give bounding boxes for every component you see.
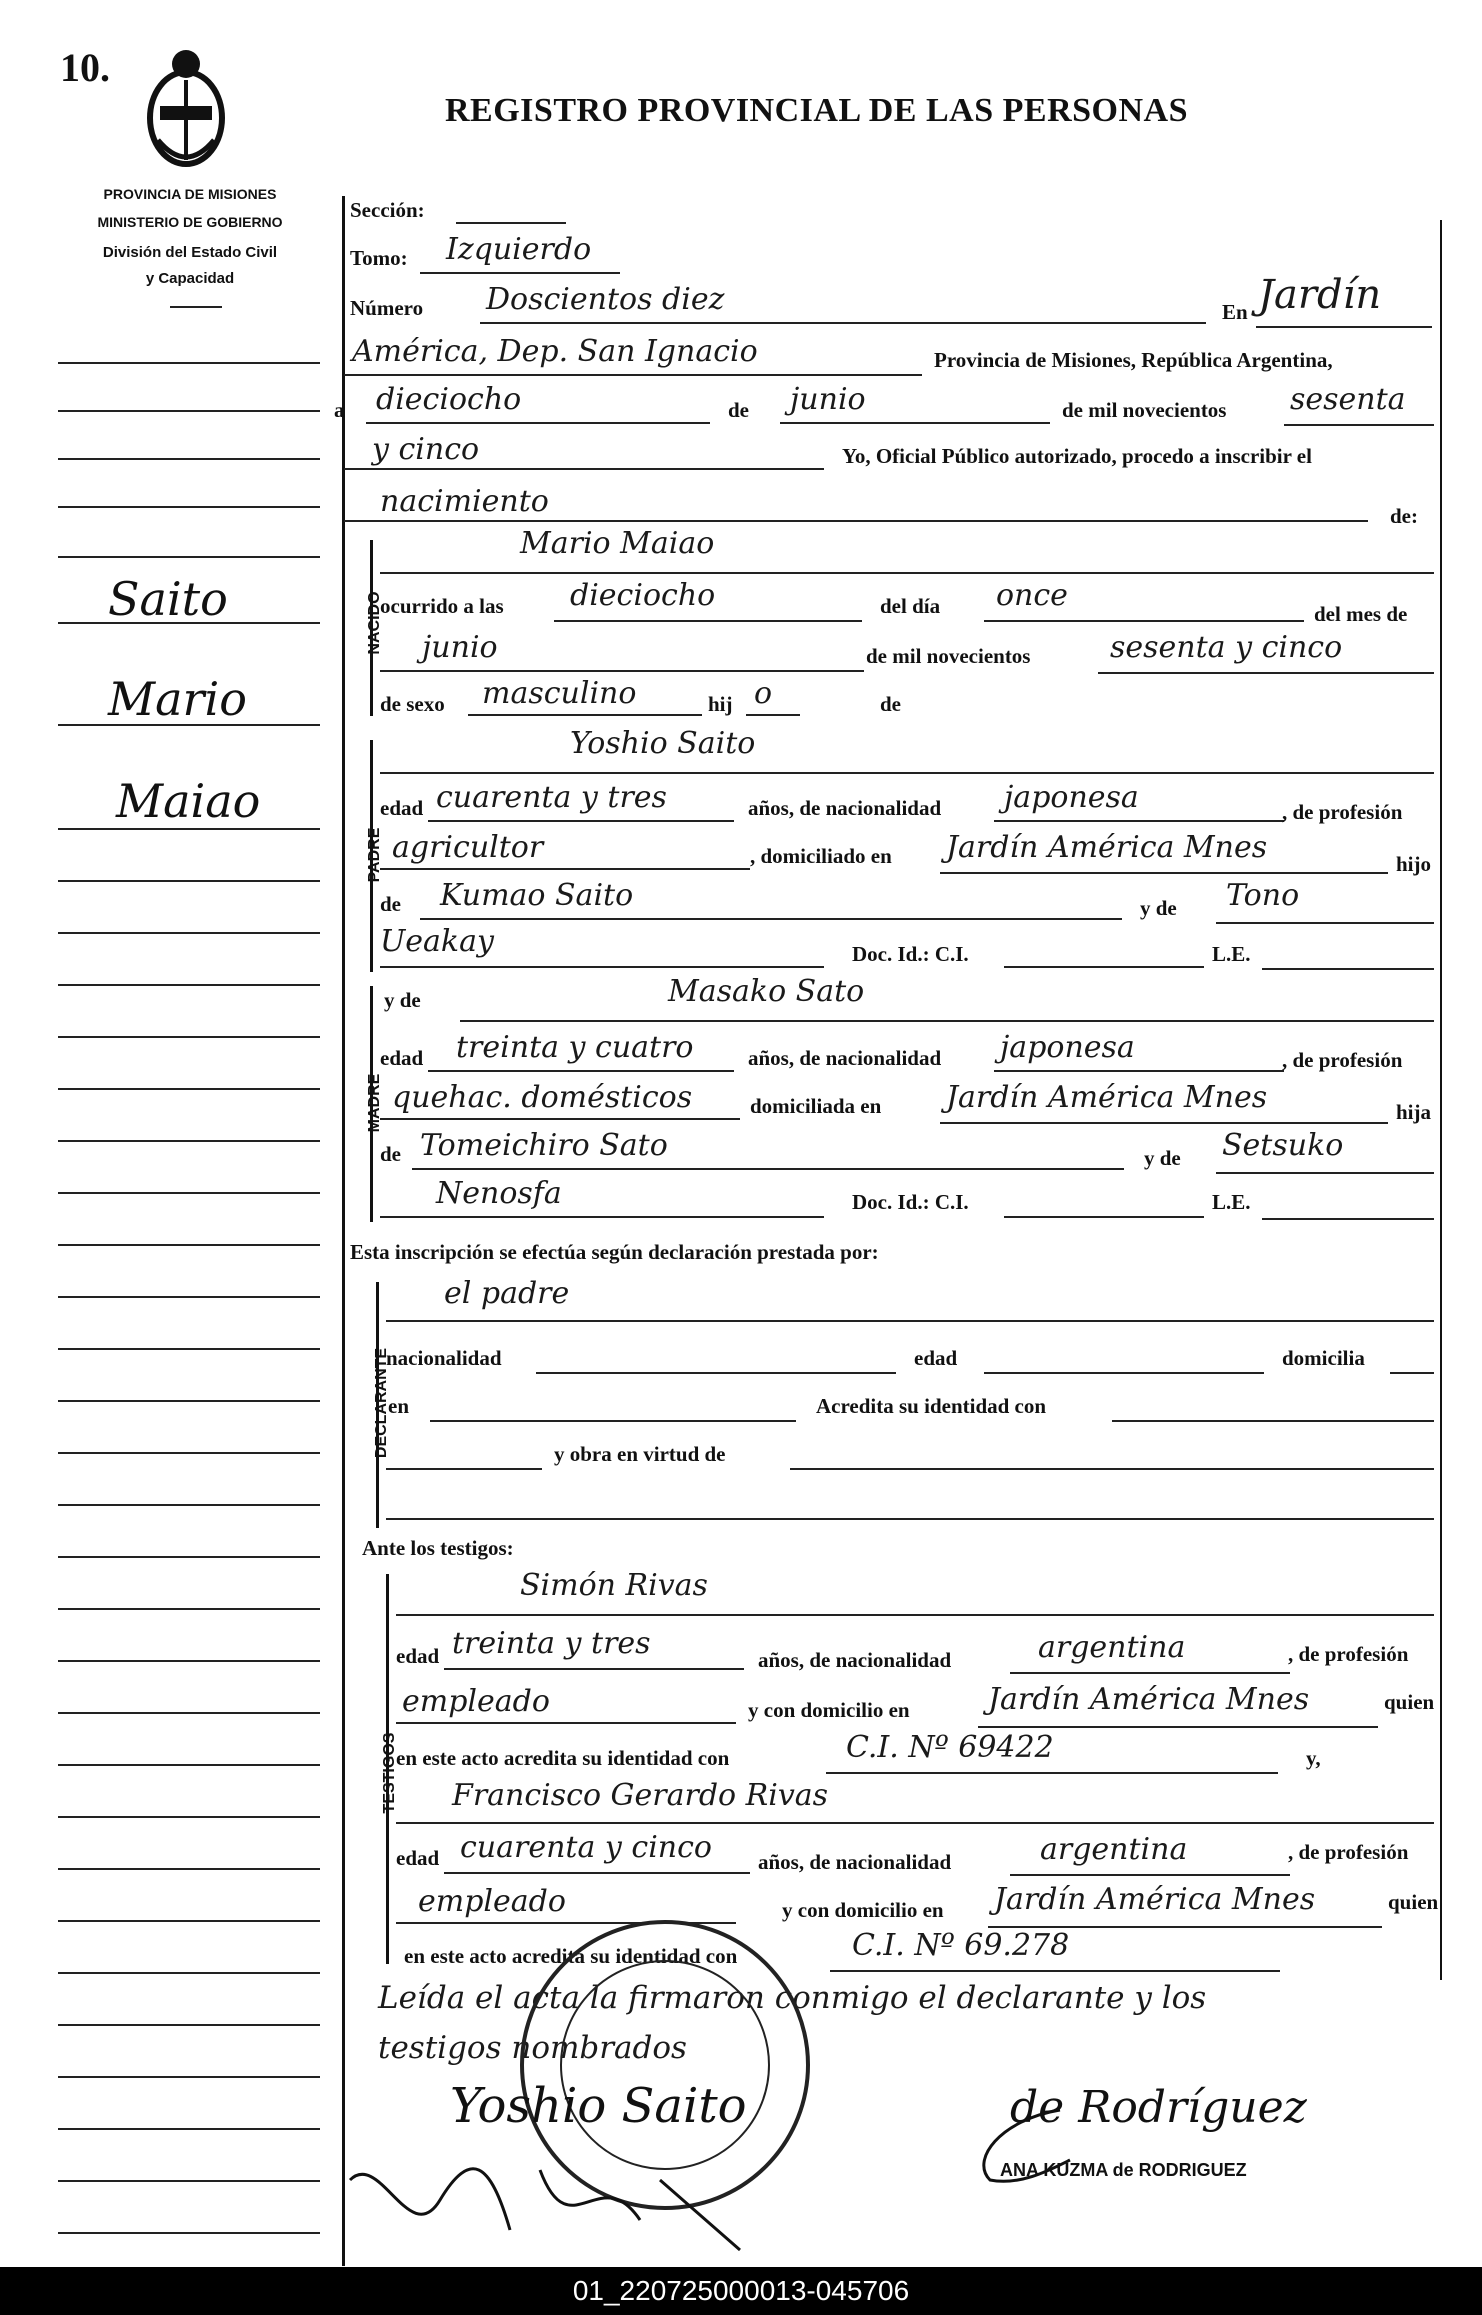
madre-padre-value: Tomeichiro Sato (420, 1128, 668, 1163)
madre-y-de-label-2: y de (1144, 1146, 1181, 1170)
hija-label: hija (1396, 1100, 1432, 1124)
margin-rule (58, 458, 320, 460)
decl-edad-label: edad (914, 1346, 958, 1370)
numero-line (480, 322, 1206, 324)
margin-rule (58, 506, 320, 508)
de-mil-novecientos-label-2: de mil novecientos (866, 644, 1031, 668)
authority-line-2: MINISTERIO DE GOBIERNO (97, 214, 283, 230)
margin-surname: Saito (108, 572, 228, 626)
madre-dom-label: domiciliada en (750, 1094, 882, 1118)
decl-acredita-label: Acredita su identidad con (816, 1394, 1047, 1418)
t1-edad-value: treinta y tres (452, 1626, 651, 1661)
margin-rule (58, 2076, 320, 2078)
madre-prof-label: , de profesión (1282, 1048, 1403, 1072)
t1-nac-label: años, de nacionalidad (758, 1648, 952, 1672)
margin-rule (58, 1140, 320, 1142)
mes-nac-line (380, 670, 864, 672)
padre-le-line (1262, 968, 1434, 970)
hij-suffix-value: o (754, 676, 773, 711)
madre-nac-line (994, 1070, 1284, 1072)
padre-dom-label: , domiciliado en (750, 844, 892, 868)
t1-edad-line (444, 1668, 744, 1670)
margin-rule (58, 410, 320, 412)
padre-madre-line (1216, 922, 1434, 924)
t1-prof-value: empleado (402, 1684, 550, 1719)
provincia-label: Provincia de Misiones, República Argentina, (934, 348, 1333, 372)
t2-dom-value: Jardín América Mnes (994, 1882, 1316, 1917)
padre-dom-line (940, 872, 1388, 874)
anio-value-1: sesenta (1290, 382, 1406, 417)
padre-label: PADRE (366, 827, 383, 883)
padre-edad-value: cuarenta y tres (436, 780, 667, 815)
margin-rule (58, 984, 320, 986)
padre-padre-value: Kumao Saito (440, 878, 634, 913)
margin-rule (58, 2024, 320, 2026)
a-label: a (334, 398, 345, 422)
t1-edad-label: edad (396, 1644, 440, 1668)
numero-label: Número (350, 296, 424, 320)
decl-en-line (430, 1420, 796, 1422)
padre-nac-label: años, de nacionalidad (748, 796, 942, 820)
tomo-value: Izquierdo (446, 232, 592, 267)
madre-doc-line (1004, 1216, 1204, 1218)
madre-nac-value: japonesa (1000, 1030, 1135, 1065)
madre-madre-line-2 (380, 1216, 824, 1218)
padre-dom-value: Jardín América Mnes (946, 830, 1268, 865)
seccion-label: Sección: (350, 198, 425, 222)
t1-quien-label: quien (1384, 1690, 1435, 1714)
seccion-line (456, 222, 566, 224)
anio-value-2: y cinco (372, 432, 480, 467)
decl-nac-label: nacionalidad (386, 1346, 502, 1370)
cierre-line-2: testigos nombrados (378, 2030, 687, 2066)
margin-second-name: Maiao (116, 774, 261, 828)
padre-y-de-label: y de (1140, 896, 1177, 920)
padre-edad-label: edad (380, 796, 424, 820)
decl-domicilia-line (1390, 1372, 1434, 1374)
anio-line-2 (344, 468, 824, 470)
t2-nac-value: argentina (1040, 1832, 1188, 1867)
testigo1-line (396, 1614, 1434, 1616)
madre-label: MADRE (366, 1073, 383, 1133)
margin-rule (58, 1400, 320, 1402)
margin-rule (58, 1192, 320, 1194)
padre-doc-label: Doc. Id.: C.I. (852, 942, 969, 966)
margin-rule (58, 1348, 320, 1350)
margin-rule (58, 1920, 320, 1922)
sexo-line (468, 714, 702, 716)
dia-nac-line (984, 620, 1304, 622)
hijo-label: hijo (1396, 852, 1432, 876)
t1-acredita-label: en este acto acredita su identidad con (396, 1746, 730, 1770)
anio-line-1 (1284, 424, 1434, 426)
padre-padre-de-label: de (380, 892, 401, 916)
dia-value: dieciocho (376, 382, 522, 417)
t2-acredita-label: en este acto acredita su identidad con (404, 1944, 738, 1968)
acto-value: nacimiento (380, 484, 549, 519)
de-label: de (728, 398, 749, 422)
padre-nombre: Yoshio Saito (570, 726, 756, 761)
t2-edad-value: cuarenta y cinco (460, 1830, 712, 1865)
lugar-value-1: Jardín (1258, 272, 1382, 318)
anio-nac-value: sesenta y cinco (1110, 630, 1343, 665)
margin-rule (58, 1972, 320, 1974)
dia-nac-value: once (996, 578, 1068, 613)
decl-extra-line (386, 1518, 1434, 1520)
testigo2-line (396, 1822, 1434, 1824)
mes-nac-value: junio (422, 630, 498, 665)
form-left-border (342, 196, 345, 2266)
document-id-footer: 01_220725000013-045706 (0, 2267, 1482, 2315)
authority-underline (170, 306, 222, 308)
madre-le-line (1262, 1218, 1434, 1220)
page-title: REGISTRO PROVINCIAL DE LAS PERSONAS (445, 92, 1188, 129)
tomo-line (420, 272, 620, 274)
madre-edad-line (428, 1070, 734, 1072)
t2-edad-label: edad (396, 1846, 440, 1870)
margin-rule (58, 880, 320, 882)
lugar-line-2 (344, 374, 922, 376)
tomo-label: Tomo: (350, 246, 408, 270)
margin-rule (58, 932, 320, 934)
margin-rule (58, 1764, 320, 1766)
nacido-label: NACIDO (366, 591, 383, 655)
margin-rule (58, 828, 320, 830)
declarante-label: DECLARANTE (373, 1347, 390, 1459)
hora-line (554, 620, 862, 622)
madre-madre-value-2: Nenosfa (436, 1176, 562, 1211)
mes-value: junio (790, 382, 866, 417)
madre-dom-value: Jardín América Mnes (946, 1080, 1268, 1115)
margin-rule (58, 1556, 320, 1558)
t2-nac-label: años, de nacionalidad (758, 1850, 952, 1874)
madre-padre-line (412, 1168, 1124, 1170)
t2-nac-line (1010, 1874, 1290, 1876)
margin-rule (58, 1608, 320, 1610)
padre-nombre-line (380, 772, 1434, 774)
form-right-border (1440, 220, 1442, 1980)
margin-rule (58, 1452, 320, 1454)
t2-prof-value: empleado (418, 1884, 566, 1919)
hij-label: hij (708, 692, 733, 716)
de-mil-novecientos-label: de mil novecientos (1062, 398, 1227, 422)
yo-oficial-label: Yo, Oficial Público autorizado, procedo a inscribir el (842, 444, 1312, 468)
padre-prof-line (380, 868, 750, 870)
del-mes-label: del mes de (1314, 602, 1408, 626)
t2-quien-label: quien (1388, 1890, 1439, 1914)
authority-line-1: PROVINCIA DE MISIONES (103, 186, 277, 202)
coat-of-arms-icon (138, 44, 234, 172)
margin-rule (58, 362, 320, 364)
inscripcion-label: Esta inscripción se efectúa según declaración prestada por: (350, 1240, 879, 1264)
decl-en-label: en (388, 1394, 409, 1418)
padre-nac-line (994, 820, 1284, 822)
ocurrido-label: ocurrido a las (380, 594, 504, 618)
declarante-line (386, 1320, 1434, 1322)
padre-madre-value: Tono (1226, 878, 1300, 913)
sexo-value: masculino (482, 676, 637, 711)
acto-line (344, 520, 1368, 522)
lugar-line-1 (1256, 326, 1432, 328)
madre-le-label: L.E. (1212, 1190, 1251, 1214)
official-seal-inner-icon (560, 1960, 770, 2170)
madre-prof-line (380, 1118, 740, 1120)
madre-prof-value: quehac. domésticos (392, 1080, 693, 1115)
margin-rule (58, 1712, 320, 1714)
decl-domicilia-label: domicilia (1282, 1346, 1365, 1370)
testigo2-nombre: Francisco Gerardo Rivas (452, 1778, 829, 1813)
margin-rule (58, 1244, 320, 1246)
declarante-value: el padre (444, 1276, 570, 1311)
decl-edad-line (984, 1372, 1264, 1374)
en-label: En (1222, 300, 1248, 324)
lugar-value-2: América, Dep. San Ignacio (352, 334, 758, 369)
margin-rule (58, 1816, 320, 1818)
margin-rule (58, 1868, 320, 1870)
signature-printed-name: ANA KUZMA de RODRIGUEZ (1000, 2160, 1247, 2180)
margin-rule (58, 1036, 320, 1038)
padre-madre-line-2 (380, 966, 824, 968)
padre-prof-label: , de profesión (1282, 800, 1403, 824)
cierre-line-1: Leída el acta la firmaron conmigo el declarante y los (378, 1980, 1207, 2016)
de-colon-label: de: (1390, 504, 1418, 528)
margin-rule (58, 1660, 320, 1662)
t2-ci-value: C.I. Nº 69.278 (852, 1928, 1070, 1963)
t2-dom-label: y con domicilio en (782, 1898, 944, 1922)
decl-acredita-line (1112, 1420, 1434, 1422)
madre-nac-label: años, de nacionalidad (748, 1046, 942, 1070)
madre-doc-label: Doc. Id.: C.I. (852, 1190, 969, 1214)
margin-rule (58, 1296, 320, 1298)
margin-rule (58, 2232, 320, 2234)
padre-prof-value: agricultor (392, 830, 544, 865)
margin-first-name: Mario (108, 672, 247, 726)
decl-obra-line-pre (386, 1468, 542, 1470)
padre-nac-value: japonesa (1004, 780, 1139, 815)
hora-value: dieciocho (570, 578, 716, 613)
sexo-label: de sexo (380, 692, 445, 716)
t1-dom-label: y con domicilio en (748, 1698, 910, 1722)
margin-rule (58, 556, 320, 558)
margin-rule (58, 2180, 320, 2182)
dia-line (366, 422, 710, 424)
madre-padre-de-label: de (380, 1142, 401, 1166)
padre-madre-value-2: Ueakay (380, 924, 494, 959)
signature-scribble-icon (340, 2140, 760, 2260)
madre-y-de-label: y de (384, 988, 421, 1012)
signature-right: de Rodríguez (1010, 2082, 1307, 2133)
testigo1-nombre: Simón Rivas (520, 1568, 708, 1603)
numero-value: Doscientos diez (486, 282, 725, 317)
ante-testigos-label: Ante los testigos: (362, 1536, 514, 1560)
madre-dom-line (940, 1122, 1388, 1124)
t1-dom-line (978, 1726, 1378, 1728)
mes-line (780, 422, 1050, 424)
t1-nac-line (1010, 1672, 1290, 1674)
padre-edad-line (428, 820, 734, 822)
t2-ci-line (830, 1970, 1280, 1972)
padre-le-label: L.E. (1212, 942, 1251, 966)
t1-nac-value: argentina (1038, 1630, 1186, 1665)
margin-rule (58, 2128, 320, 2130)
decl-nac-line (536, 1372, 896, 1374)
authority-line-4: y Capacidad (145, 270, 235, 287)
authority-line-3: División del Estado Civil (102, 244, 278, 261)
del-dia-label: del día (880, 594, 941, 618)
t1-prof-line (396, 1722, 736, 1724)
padre-padre-line (420, 918, 1122, 920)
t2-edad-line (444, 1872, 750, 1874)
t1-ci-value: C.I. Nº 69422 (846, 1730, 1054, 1765)
folio-number: 10. (60, 45, 110, 90)
nacido-nombre: Mario Maiao (520, 526, 715, 561)
nombre-line (380, 572, 1434, 574)
margin-rule (58, 1504, 320, 1506)
decl-obra-label: y obra en virtud de (554, 1442, 726, 1466)
padre-doc-line (1004, 966, 1204, 968)
madre-nombre: Masako Sato (668, 974, 865, 1009)
madre-edad-label: edad (380, 1046, 424, 1070)
decl-obra-line (790, 1468, 1434, 1470)
madre-edad-value: treinta y cuatro (456, 1030, 694, 1065)
t1-y-label: y, (1306, 1746, 1321, 1770)
t1-ci-line (826, 1772, 1278, 1774)
hij-line (746, 714, 800, 716)
anio-nac-line (1098, 672, 1434, 674)
t1-dom-value: Jardín América Mnes (988, 1682, 1310, 1717)
madre-madre-value: Setsuko (1222, 1128, 1344, 1163)
signature-left: Yoshio Saito (450, 2078, 747, 2134)
t1-prof-label: , de profesión (1288, 1642, 1409, 1666)
t2-prof-label: , de profesión (1288, 1840, 1409, 1864)
margin-rule (58, 1088, 320, 1090)
madre-madre-line (1216, 1172, 1434, 1174)
madre-nombre-line (460, 1020, 1434, 1022)
testigos-label: TESTIGOS (381, 1732, 398, 1814)
de-label-2: de (880, 692, 901, 716)
